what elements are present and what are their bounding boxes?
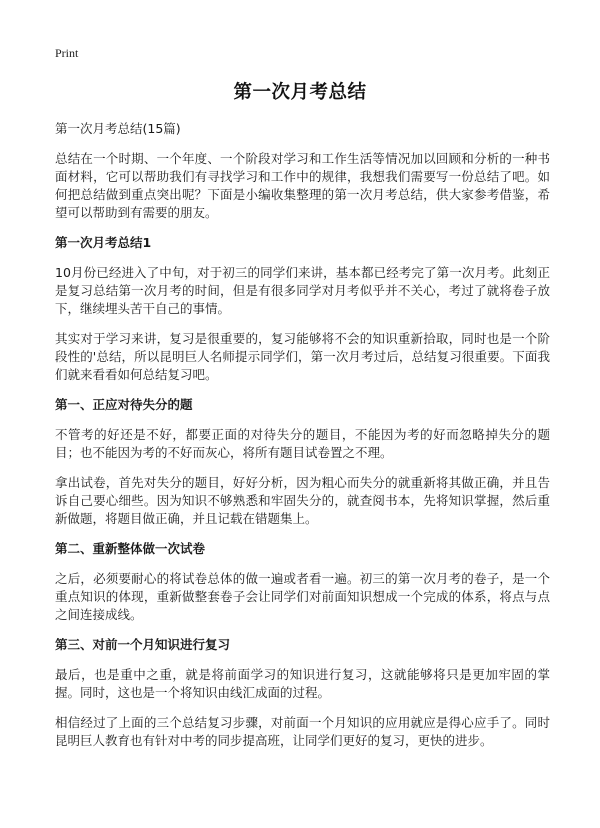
section-heading-4: 第三、对前一个月知识进行复习 [55,637,231,652]
article-body [55,120,550,762]
page-title: 第一次月考总结 [233,82,367,103]
section-heading-2: 第一、正应对待失分的题 [55,397,193,412]
intro-paragraph: 总结在一个时期、一个年度、一个阶段对学习和工作生活等情况加以回顾和分析的一种书面材料，它可以帮助我们有寻找学习和工作中的规律，我想我们需要写一份总结了吧。如何把总结做到重点突出呢？下面是小编收集整理的第一次月考总结，供大家参考借鉴，希望可以帮助到有需要的朋友。 [55,151,550,220]
paragraph-3: 不管考的好还是不好，都要正面的对待失分的题目，不能因为考的好而忽略掉失分的题目；也不能因为考的不好而灰心，将所有题目试卷置之不理。 [55,427,550,460]
print-label[interactable]: Print [55,46,79,60]
paragraph-1: 10月份已经进入了中旬，对于初三的同学们来讲，基本都已经考完了第一次月考。此刻正是复习总结第一次月考的时间，但是有很多同学对月考似乎并不关心，考过了就将卷子放下，继续埋头苦干自己的事情。 [55,265,550,316]
article-subtitle: 第一次月考总结(15篇) [55,121,181,136]
paragraph-4: 拿出试卷，首先对失分的题目，好好分析，因为粗心而失分的就重新将其做正确，并且告诉自己要心细些。因为知识不够熟悉和牢固失分的，就查阅书本，先将知识掌握，然后重新做题，将题目做正确，并且记载在错题集上。 [55,475,550,526]
paragraph-6: 最后，也是重中之重，就是将前面学习的知识进行复习，这就能够将只是更加牢固的掌握。同时，这也是一个将知识由线汇成面的过程。 [55,667,550,700]
paragraph-2: 其实对于学习来讲，复习是很重要的，复习能够将不会的知识重新拾取，同时也是一个阶段性的'总结，所以昆明巨人名师提示同学们，第一次月考过后，总结复习很重要。下面我们就来看看如何总结复习吧。 [55,331,550,382]
section-heading-1: 第一次月考总结1 [55,235,152,250]
paragraph-7: 相信经过了上面的三个总结复习步骤，对前面一个月知识的应用就应是得心应手了。同时昆明巨人教育也有针对中考的同步提高班，让同学们更好的复习，更快的进步。 [55,715,550,748]
paragraph-5: 之后，必须要耐心的将试卷总体的做一遍或者看一遍。初三的第一次月考的卷子，是一个重点知识的体现，重新做整套卷子会让同学们对前面知识想成一个完成的体系，将点与点之间连接成线。 [55,571,550,622]
section-heading-3: 第二、重新整体做一次试卷 [55,541,206,556]
